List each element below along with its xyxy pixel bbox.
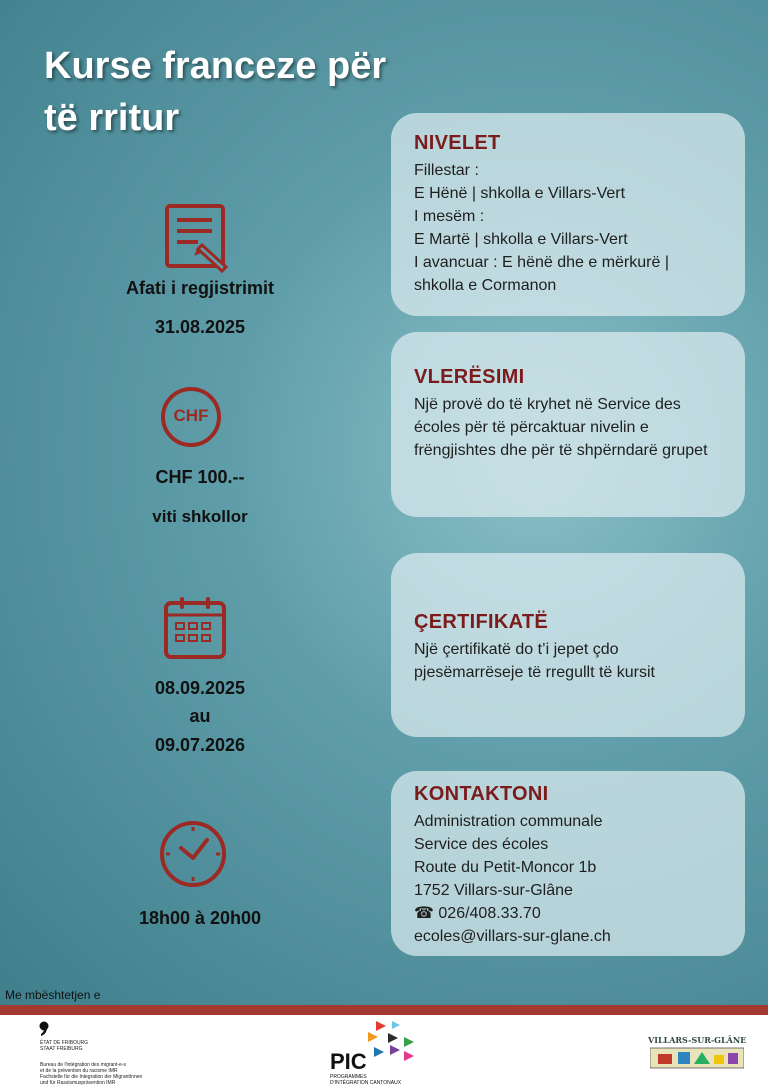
registration-label: Afati i regjistrimit [125,278,275,298]
pic-arrows-icon [364,1019,420,1065]
contact-line: Route du Petit-Moncor 1b [414,859,597,876]
certificate-card [391,553,745,737]
support-label: Me mbështetjen e [5,988,101,1002]
fribourg-line: Fachstelle für die Integration der MigrantInnen [40,1074,143,1080]
start-date: 08.09.2025 [154,678,246,698]
levels-heading: NIVELET [414,132,501,154]
certificate-text: Një çertifikatë do t’i jepet çdo pjesëmarrëseje të rregullt të kursit [414,641,655,681]
contact-card [391,771,745,956]
levels-line: E Hënë | shkolla e Villars-Vert [414,185,626,202]
clock-icon [157,818,229,895]
villars-logo [648,1035,746,1075]
phone-icon: ☎ [414,905,434,922]
title-line-1: Kurse franceze për [44,45,387,87]
pic-line: PROGRAMMES [330,1074,367,1080]
contact-line: 1752 Villars-sur-Glâne [414,882,573,899]
price-icon-text: CHF [173,406,209,425]
fribourg-logo [0,1015,143,1090]
certificate-heading: ÇERTIFIKATË [414,611,549,633]
levels-line: I avancuar : E hënë dhe e mërkurë | [414,254,669,271]
fribourg-line: STAAT FREIBURG [40,1046,83,1052]
contact-phone-line [414,902,727,925]
levels-line: shkolla e Cormanon [414,277,557,294]
calendar-icon [162,595,228,666]
footer [0,1015,768,1090]
title-line-2: të rritur [44,97,180,139]
contact-email[interactable]: ecoles@villars-sur-glane.ch [414,928,611,945]
villars-emblem-icon [650,1046,744,1070]
registration-date: 31.08.2025 [154,317,246,337]
price-period: viti shkollor [152,507,248,526]
levels-line: I mesëm : [414,208,485,225]
price-chf-icon [159,385,223,454]
fribourg-line: et de la prévention du racisme IMR [40,1068,118,1074]
levels-card [391,113,745,316]
contact-line: Administration communale [414,813,603,830]
contact-heading: KONTAKTONI [414,783,549,805]
course-hours: 18h00 à 20h00 [138,908,262,928]
date-separator: au [189,706,211,726]
pic-line: D'INTÉGRATION CANTONAUX [330,1080,402,1086]
page-title [44,40,444,144]
price: CHF 100.-- [155,467,245,487]
form-edit-icon [162,203,236,280]
levels-line: E Martë | shkolla e Villars-Vert [414,231,628,248]
assessment-card [391,332,745,517]
villars-logo-text: VILLARS-SUR-GLÂNE [648,1035,747,1045]
assessment-text: Një provë do të kryhet në Service des écoles për të përcaktuar nivelin e frëngjishtes dhe për të shpërndarë grupet [414,396,708,459]
fribourg-line: und für Rassismusprävention IMR [40,1080,116,1086]
fribourg-line: ÉTAT DE FRIBOURG [40,1040,89,1046]
contact-line: Service des écoles [414,836,549,853]
assessment-heading: VLERËSIMI [414,366,525,388]
pic-logo [326,1019,436,1089]
footer-accent-bar [0,1005,768,1015]
fribourg-comma-icon [38,1021,50,1037]
fribourg-line: Bureau de l'intégration des migrant-e-s [40,1062,127,1068]
levels-line: Fillestar : [414,162,479,179]
end-date: 09.07.2026 [154,735,246,755]
pic-name: PIC [330,1049,367,1074]
contact-phone[interactable]: 026/408.33.70 [438,905,541,922]
